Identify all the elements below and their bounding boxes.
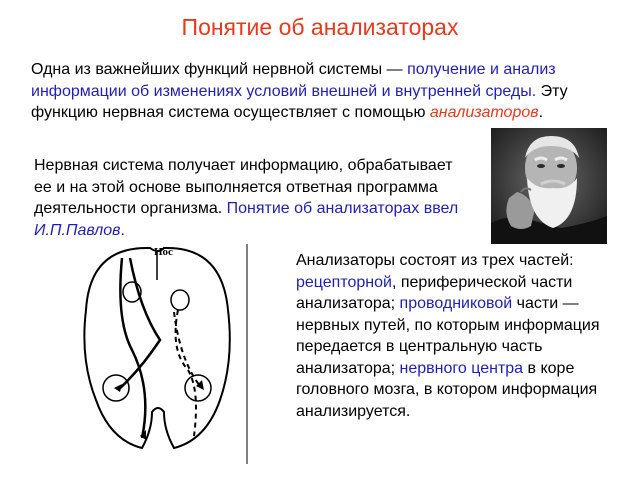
analyzer-pathway-diagram — [70, 240, 280, 465]
nose-label: Нос — [154, 246, 173, 258]
receptor-term: рецепторной — [296, 273, 392, 291]
pavlov-paragraph — [34, 155, 474, 241]
analyzer-parts-paragraph — [296, 250, 616, 422]
slide-title: Понятие об анализаторах — [181, 14, 459, 40]
center-circle-right — [185, 375, 211, 401]
intro-text-1: Одна из важнейших функций нервной системы — — [31, 61, 408, 78]
intro-paragraph — [31, 59, 606, 124]
intro-text-2: Эту функцию нервная система осуществляет с помощью — [31, 82, 568, 121]
parts-text-1: Анализаторы состоят из трех частей: — [296, 252, 574, 269]
pavlov-concept: Понятие об анализаторах ввел — [226, 200, 459, 217]
pathway-solid-1 — [120, 258, 145, 438]
pavlov-text-1: Нервная система получает информацию, обрабатывает ее и на этой основе выполняется ответная программа деятельности организма. — [34, 157, 453, 217]
pavlov-portrait — [491, 128, 607, 244]
pavlov-name: И.П.Павлов — [34, 221, 121, 239]
analyzers-term: анализаторов — [429, 104, 539, 121]
pathway-dashed-1 — [176, 310, 196, 436]
parts-text-4: в коре головного мозга, в котором информация анализируется. — [296, 359, 598, 420]
nerve-center-term: нервного центра — [399, 359, 524, 377]
pavlov-period: . — [120, 221, 125, 239]
parts-text-3: части — нервных путей, по которым информация передается в центральную часть анализатора; — [296, 295, 600, 377]
parts-text-2: , периферической части анализатора; — [296, 273, 573, 312]
intro-text-3: . — [538, 104, 544, 121]
conductor-term: проводниковой — [399, 295, 513, 312]
olfactory-bulb-right — [171, 290, 189, 310]
intro-highlight: получение и анализ информации об изменениях условий внешней и внутренней среды. — [31, 61, 556, 100]
